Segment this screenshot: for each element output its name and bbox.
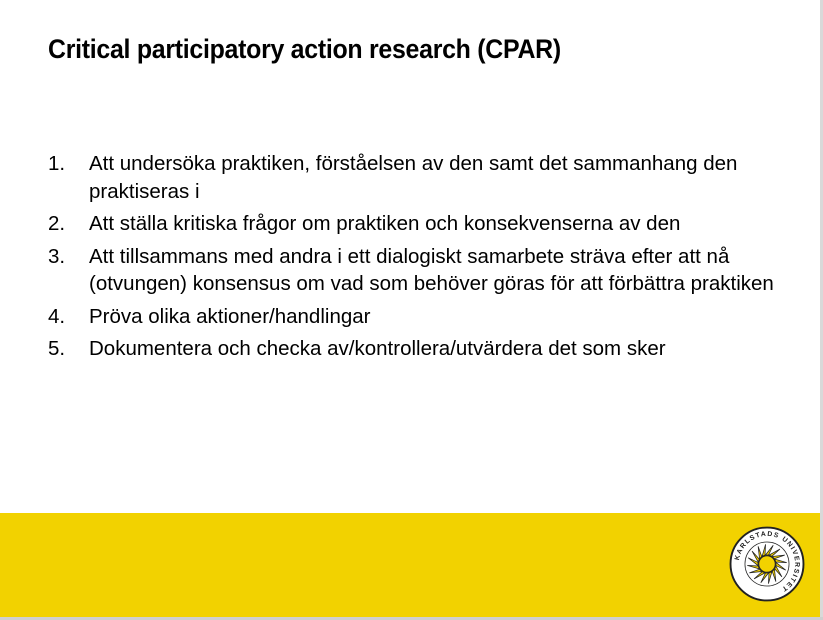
list-item-text: Att tillsammans med andra i ett dialogiskt samarbete sträva efter att nå (otvungen) konsensus om vad som behöver göras för att förbättra praktiken bbox=[89, 244, 774, 295]
list-item bbox=[48, 210, 776, 238]
list-item-text: Att undersöka praktiken, förståelsen av den samt det sammanhang den praktiseras i bbox=[89, 152, 738, 203]
list-item-number: 3. bbox=[48, 244, 66, 268]
list-item-number: 4. bbox=[48, 304, 66, 328]
footer-band bbox=[0, 513, 820, 617]
list-item bbox=[48, 303, 776, 331]
list-item bbox=[48, 335, 776, 363]
slide-title: Critical participatory action research (CPAR) bbox=[48, 34, 561, 64]
list-item-number: 1. bbox=[48, 152, 66, 175]
numbered-list bbox=[48, 150, 776, 368]
list-item-text: Dokumentera och checka av/kontrollera/utvärdera det som sker bbox=[89, 337, 666, 360]
seal-lettering-path: KARLSTADS UNIVERSITET bbox=[734, 530, 801, 593]
list-item-text: Pröva olika aktioner/handlingar bbox=[89, 304, 371, 328]
list-item bbox=[48, 150, 776, 205]
list-item-number: 5. bbox=[48, 337, 66, 360]
university-seal-icon bbox=[729, 526, 805, 602]
list-item bbox=[48, 243, 776, 298]
list-item-number: 2. bbox=[48, 212, 66, 235]
sun-core bbox=[759, 556, 776, 573]
list-item-text: Att ställa kritiska frågor om praktiken och konsekvenserna av den bbox=[89, 212, 681, 235]
